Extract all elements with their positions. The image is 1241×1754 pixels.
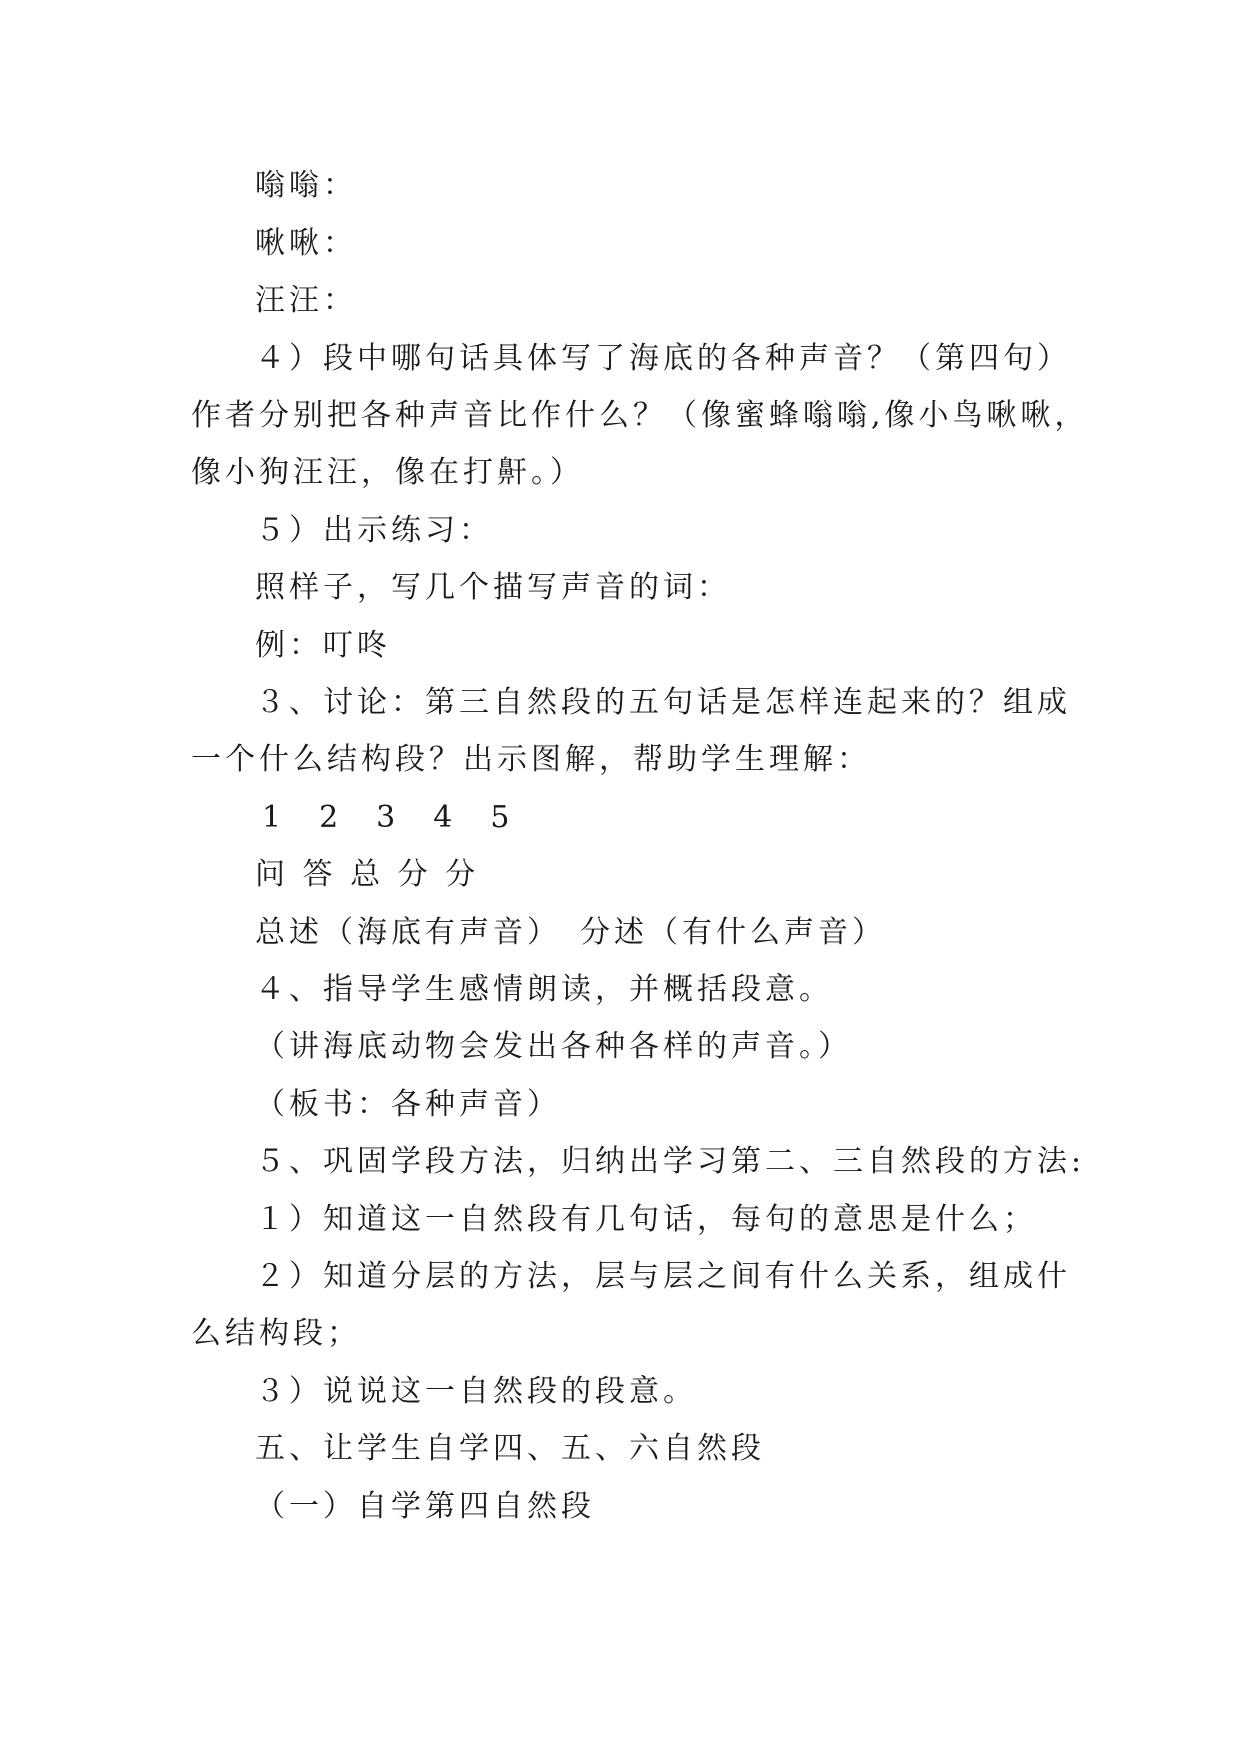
text-line: 汪汪： [255, 283, 357, 318]
text-line: ２）知道分层的方法，层与层之间有什么关系，组成什 [255, 1259, 1071, 1294]
text-line: ５、巩固学段方法，归纳出学习第二、三自然段的方法: [255, 1144, 1086, 1179]
text-line: ４）段中哪句话具体写了海底的各种声音？（第四句） [255, 341, 1071, 376]
text-line: １）知道这一自然段有几句话，每句的意思是什么； [255, 1202, 1037, 1237]
text-line: 照样子，写几个描写声音的词： [255, 570, 731, 605]
text-line: （讲海底动物会发出各种各样的声音。） [255, 1029, 852, 1064]
text-line: ３、讨论：第三自然段的五句话是怎样连起来的？组成 [255, 685, 1071, 720]
text-line: ５）出示练习： [255, 513, 493, 548]
text-line: 嗡嗡： [255, 168, 357, 203]
text-line: 作者分别把各种声音比作什么？（像蜜蜂嗡嗡,像小鸟啾啾， [191, 398, 1089, 433]
text-line: 像小狗汪汪，像在打鼾。） [191, 455, 584, 490]
text-line: 问 答 总 分 分 [255, 857, 480, 892]
text-line: 五、让学生自学四、五、六自然段 [255, 1431, 765, 1466]
text-line: 例：叮咚 [255, 628, 391, 663]
text-line: 1 2 3 4 5 [262, 800, 514, 835]
text-line: ４、指导学生感情朗读，并概括段意。 [255, 972, 833, 1007]
text-line: （一）自学第四自然段 [255, 1489, 595, 1524]
text-line: （板书：各种声音） [255, 1087, 561, 1122]
text-line: 一个什么结构段？出示图解，帮助学生理解： [191, 742, 871, 777]
text-line: ３）说说这一自然段的段意。 [255, 1374, 697, 1409]
text-line: 么结构段； [191, 1316, 361, 1351]
text-line: 啾啾： [255, 226, 357, 261]
text-line: 总述（海底有声音） 分述（有什么声音） [255, 915, 886, 950]
